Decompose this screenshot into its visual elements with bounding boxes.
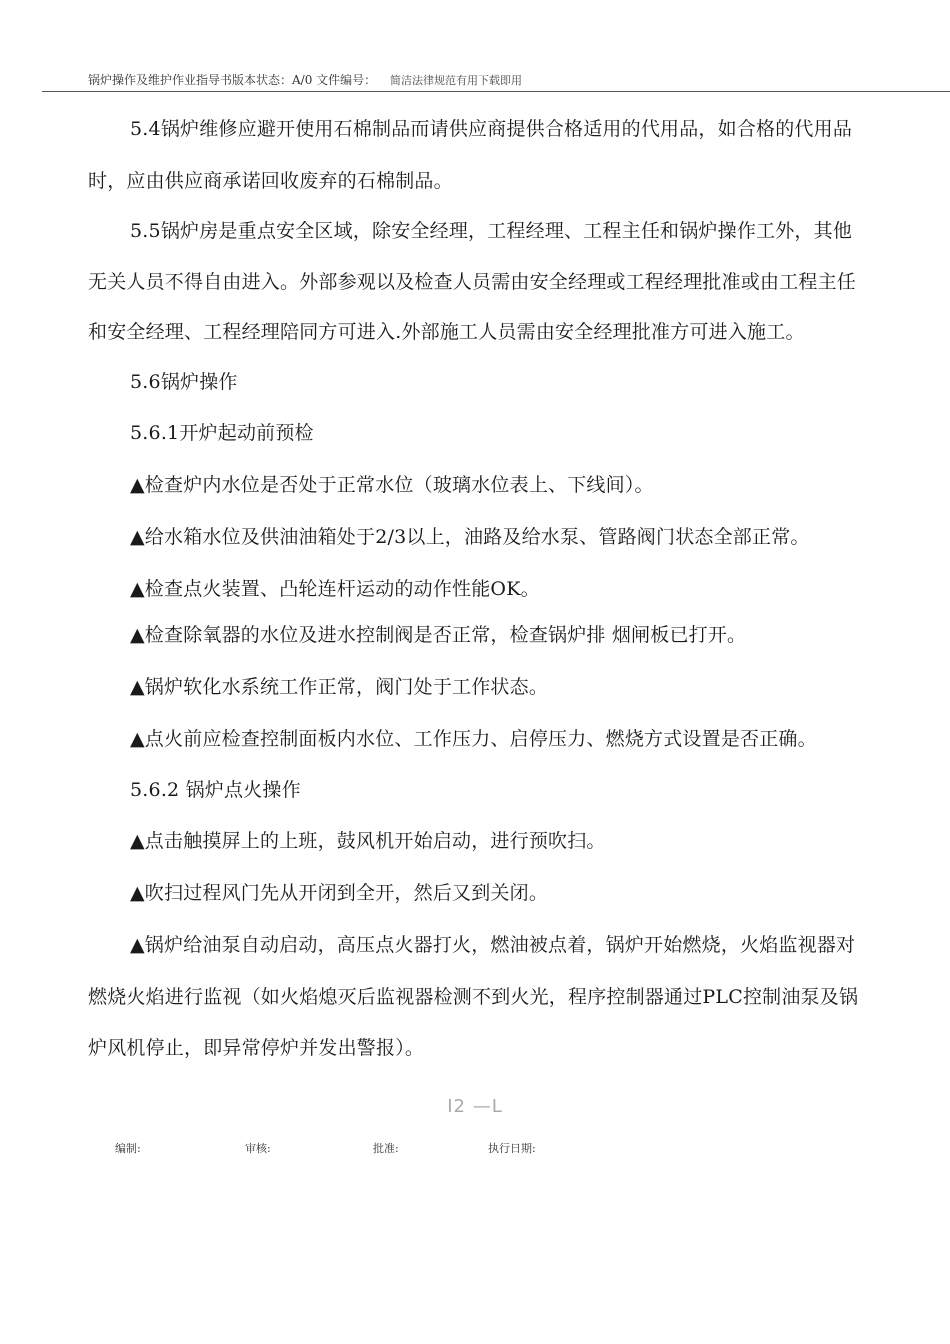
- subsection-heading: 5.6.2 锅炉点火操作: [130, 779, 301, 801]
- paragraph-line: 燃烧火焰进行监视（如火焰熄灭后监视器检测不到火光，程序控制器通过PLC控制油泵及锅: [88, 986, 859, 1008]
- page-number: I2 —L: [447, 1096, 503, 1117]
- document-header: [88, 72, 522, 89]
- bullet-item: ▲点火前应检查控制面板内水位、工作压力、启停压力、燃烧方式设置是否正确。: [130, 728, 817, 750]
- footer-effective-date-label: 执行日期:: [488, 1142, 536, 1155]
- bullet-item: ▲检查点火装置、凸轮连杆运动的动作性能OK。: [130, 578, 540, 600]
- bullet-item: ▲检查炉内水位是否处于正常水位（玻璃水位表上、下线间）。: [130, 474, 654, 496]
- footer-approved-label: 批准:: [373, 1142, 399, 1155]
- bullet-item: ▲锅炉给油泵自动启动，高压点火器打火，燃油被点着，锅炉开始燃烧，火焰监视器对: [130, 934, 856, 956]
- subsection-heading: 5.6.1开炉起动前预检: [130, 422, 314, 444]
- header-note: 简洁法律规范有用下载即用: [390, 74, 522, 87]
- paragraph-line: 和安全经理、工程经理陪同方可进入.外部施工人员需由安全经理批准方可进入施工。: [88, 321, 805, 343]
- paragraph-line: 时，应由供应商承诺回收废弃的石棉制品。: [88, 170, 453, 192]
- bullet-item: ▲给水箱水位及供油油箱处于2/3以上，油路及给水泵、管路阀门状态全部正常。: [130, 526, 810, 548]
- paragraph-line: 5.4锅炉维修应避开使用石棉制品而请供应商提供合格适用的代用品，如合格的代用品: [130, 118, 853, 140]
- bullet-item: ▲检查除氧器的水位及进水控制阀是否正常，检查锅炉排 烟闸板已打开。: [130, 624, 747, 646]
- section-heading: 5.6锅炉操作: [130, 371, 238, 393]
- bullet-item: ▲吹扫过程风门先从开闭到全开，然后又到关闭。: [130, 882, 549, 904]
- paragraph-line: 无关人员不得自由进入。外部参观以及检查人员需由安全经理或工程经理批准或由工程主任: [88, 271, 857, 293]
- header-divider: [42, 91, 950, 92]
- paragraph-line: 5.5锅炉房是重点安全区域，除安全经理，工程经理、工程主任和锅炉操作工外，其他: [130, 220, 853, 242]
- header-title: 锅炉操作及维护作业指导书版本状态：A/0 文件编号：: [88, 73, 377, 87]
- footer-reviewed-label: 审核:: [245, 1142, 271, 1155]
- bullet-item: ▲锅炉软化水系统工作正常，阀门处于工作状态。: [130, 676, 549, 698]
- paragraph-line: 炉风机停止，即异常停炉并发出警报）。: [88, 1037, 425, 1059]
- footer-compiled-label: 编制:: [115, 1142, 141, 1155]
- bullet-item: ▲点击触摸屏上的上班，鼓风机开始启动，进行预吹扫。: [130, 830, 606, 852]
